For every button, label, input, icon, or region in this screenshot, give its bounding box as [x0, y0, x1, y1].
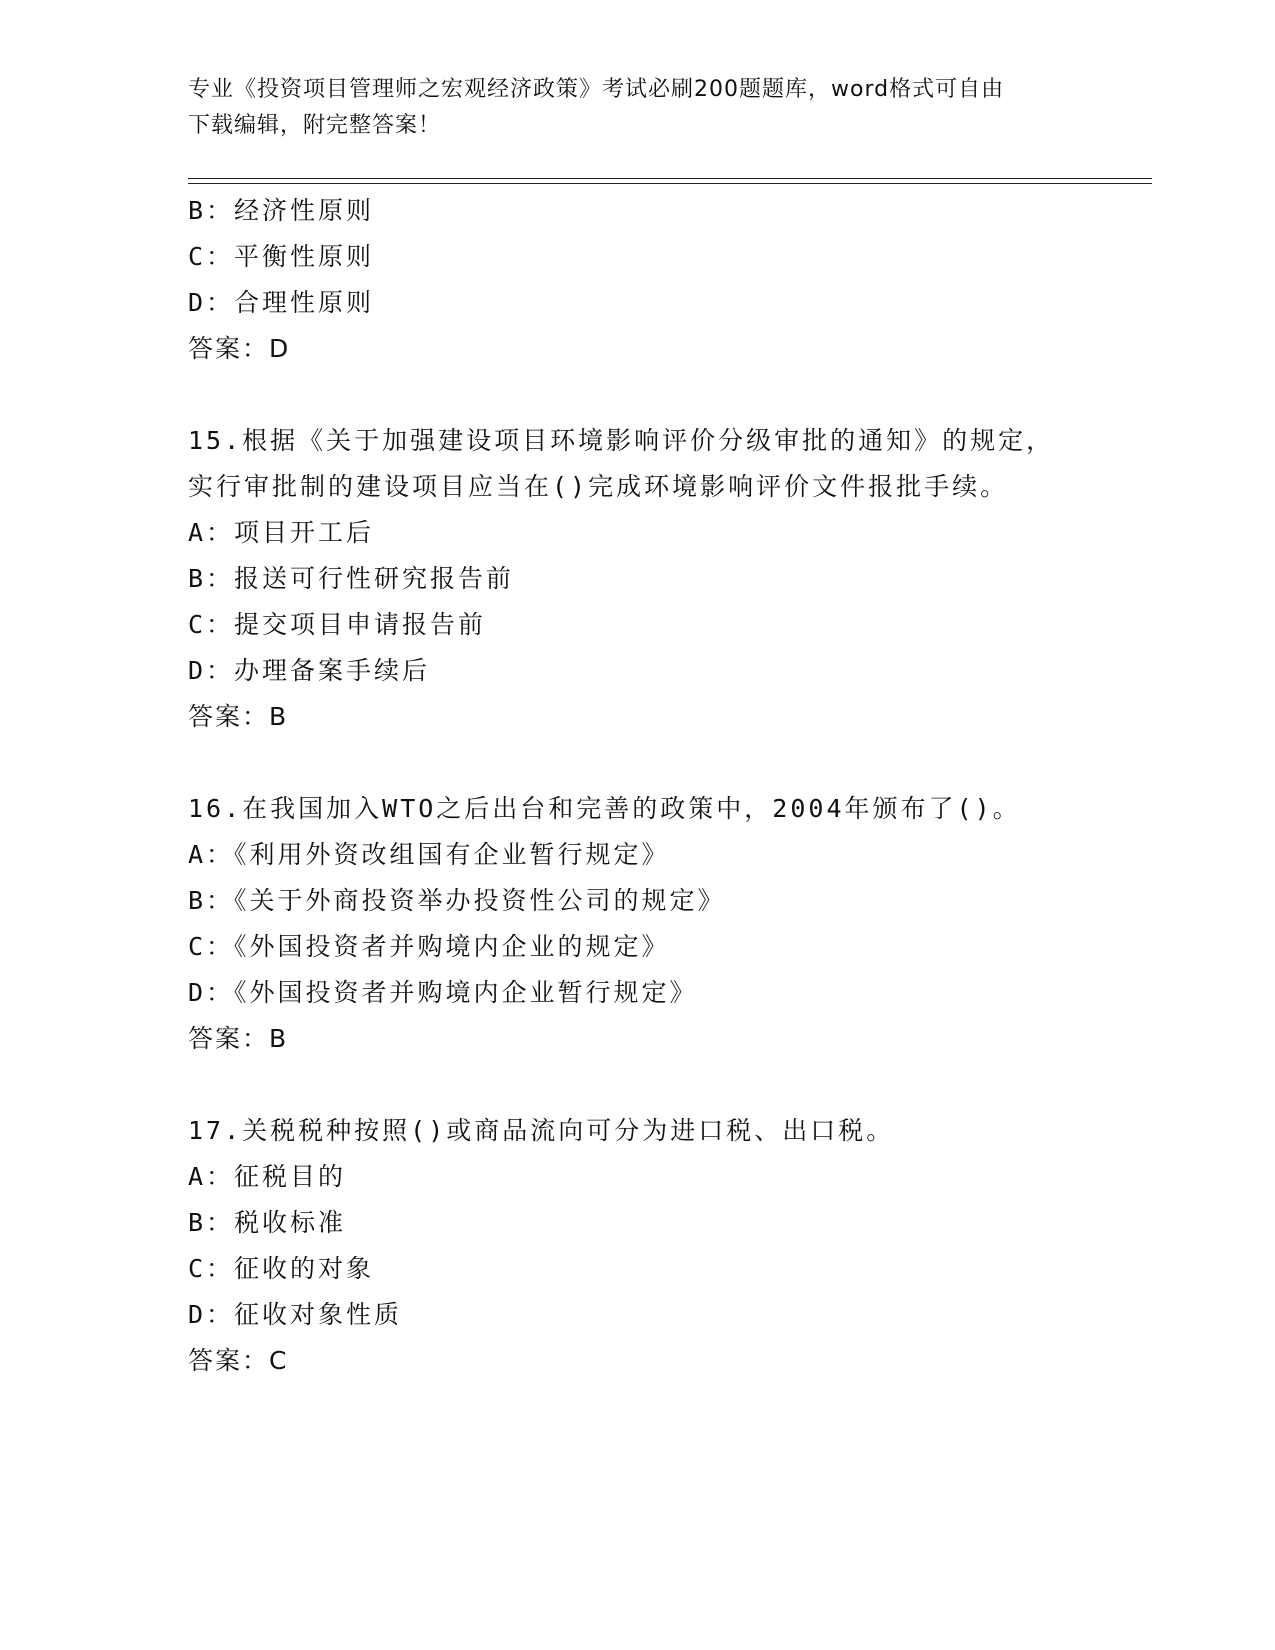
option-d: D：《外国投资者并购境内企业暂行规定》	[188, 978, 698, 1007]
option-b: B：报送可行性研究报告前	[188, 564, 515, 593]
option-a: A：征税目的	[188, 1162, 347, 1191]
header-rule-bottom	[188, 183, 1152, 184]
spacer	[188, 740, 1152, 786]
option-b: B：税收标准	[188, 1208, 347, 1237]
question-block-15	[188, 418, 1152, 740]
question-stem-line: 15.根据《关于加强建设项目环境影响评价分级审批的通知》的规定，	[188, 426, 1055, 455]
option-b: B：《关于外商投资举办投资性公司的规定》	[188, 886, 726, 915]
answer-line: 答案：C	[188, 1346, 289, 1375]
header-line-2: 下载编辑，附完整答案！	[188, 113, 442, 138]
question-stem-line: 16.在我国加入WTO之后出台和完善的政策中，2004年颁布了()。	[188, 794, 1021, 823]
option-b: B：经济性原则	[188, 196, 375, 225]
question-block-16	[188, 786, 1152, 1062]
question-block-continued	[188, 188, 1152, 372]
question-stem-line: 17.关税税种按照()或商品流向可分为进口税、出口税。	[188, 1116, 895, 1145]
spacer	[188, 372, 1152, 418]
header-line-1: 专业《投资项目管理师之宏观经济政策》考试必刷200题题库，word格式可自由	[188, 77, 1005, 102]
answer-line: 答案：B	[188, 1024, 289, 1053]
option-c: C：平衡性原则	[188, 242, 375, 271]
answer-line: 答案：B	[188, 702, 289, 731]
option-d: D：合理性原则	[188, 288, 375, 317]
spacer	[188, 1062, 1152, 1108]
page-header	[188, 72, 1068, 144]
answer-line: 答案：D	[188, 334, 291, 363]
question-stem-line: 实行审批制的建设项目应当在()完成环境影响评价文件报批手续。	[188, 472, 1009, 501]
option-a: A：《利用外资改组国有企业暂行规定》	[188, 840, 670, 869]
header-rule-top	[188, 178, 1152, 179]
document-body	[188, 188, 1152, 1384]
question-block-17	[188, 1108, 1152, 1384]
option-c: C：提交项目申请报告前	[188, 610, 487, 639]
option-d: D：征收对象性质	[188, 1300, 403, 1329]
option-a: A：项目开工后	[188, 518, 375, 547]
option-c: C：《外国投资者并购境内企业的规定》	[188, 932, 670, 961]
option-d: D：办理备案手续后	[188, 656, 431, 685]
option-c: C：征收的对象	[188, 1254, 375, 1283]
